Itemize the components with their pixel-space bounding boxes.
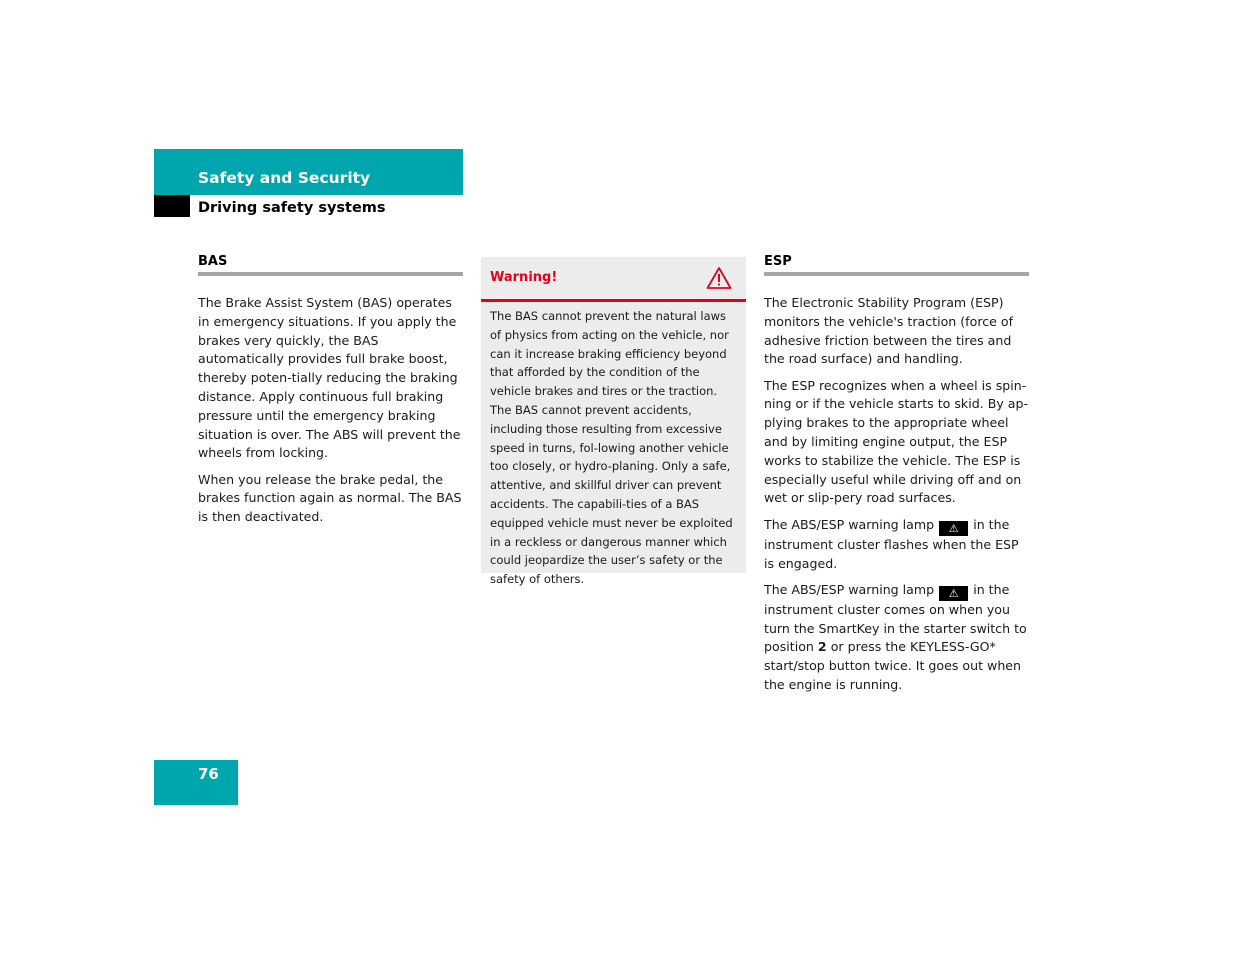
bas-paragraph: When you release the brake pedal, the brakes function again as normal. The BAS is then deactivated.: [198, 471, 462, 525]
esp-column: [764, 254, 1029, 702]
lamp-text-after: in the instrument cluster flashes when the ESP is engaged.: [764, 516, 1019, 571]
page-number-box: [154, 760, 238, 805]
switch-position: 2: [817, 639, 827, 655]
esp-heading: ESP: [764, 254, 792, 269]
esp-heading-rule: [764, 272, 1029, 276]
esp-lamp-paragraph: [764, 516, 1029, 574]
section-title: Safety and Security: [198, 169, 371, 187]
abs-esp-warning-lamp-icon: ⚠: [939, 586, 968, 601]
abs-esp-warning-lamp-icon: ⚠: [939, 521, 968, 536]
lamp-text-mid: in the instrument cluster comes on when you turn the SmartKey in the starter switch to position: [764, 581, 1027, 655]
lamp-text-after: or press the KEYLESS-GO* start/stop button twice. It goes out when the engine is running.: [764, 639, 1022, 693]
bas-paragraph: The Brake Assist System (BAS) operates in emergency situations. If you apply the brakes very quickly, the BAS automatically provides full brake boost, thereby poten-tially reducing the braking distance. Apply continuous full braking pressure until the emergency braking situation is over. The ABS will prevent the wheels from locking.: [198, 295, 461, 461]
warning-label: Warning!: [490, 270, 558, 285]
esp-paragraph: The Electronic Stability Program (ESP) monitors the vehicle's traction (force of adhesive friction between the tires and the road surface) and handling.: [764, 295, 1014, 367]
subsection-marker: [154, 195, 190, 217]
warning-box: [481, 257, 746, 587]
warning-header: [481, 257, 746, 302]
warning-triangle-icon: [706, 266, 732, 290]
lamp-text-before: The ABS/ESP warning lamp: [764, 581, 935, 597]
warning-text: The BAS cannot prevent the natural laws of physics from acting on the vehicle, nor can it increase braking efficiency beyond that afforded by the condition of the vehicle brakes and tires or the traction. The BAS cannot prevent accidents, including those resulting from excessive speed in turns, fol-lowing another vehicle too closely, or hydro-planing. Only a safe, attentive, and skillful driver can prevent accidents. The capabili-ties of a BAS equipped vehicle must never be exploited in a reckless or dangerous manner which could jeopardize the user’s safety or the safety of others.: [490, 309, 733, 587]
bas-heading-rule: [198, 272, 463, 276]
bas-column: [198, 254, 463, 535]
esp-paragraph: The ESP recognizes when a wheel is spin-ning or if the vehicle starts to skid. By ap-plying brakes to the appropriate wheel and by limiting engine output, the ESP works to stabilize the vehicle. The ESP is especially useful while driving off and on wet or slip-pery road surfaces.: [764, 377, 1029, 506]
bas-heading: BAS: [198, 254, 228, 269]
lamp-text-before: The ABS/ESP warning lamp: [764, 516, 935, 532]
subsection-title: Driving safety systems: [198, 200, 386, 216]
esp-lamp-paragraph: [764, 581, 1029, 695]
page-number: 76: [198, 765, 219, 783]
